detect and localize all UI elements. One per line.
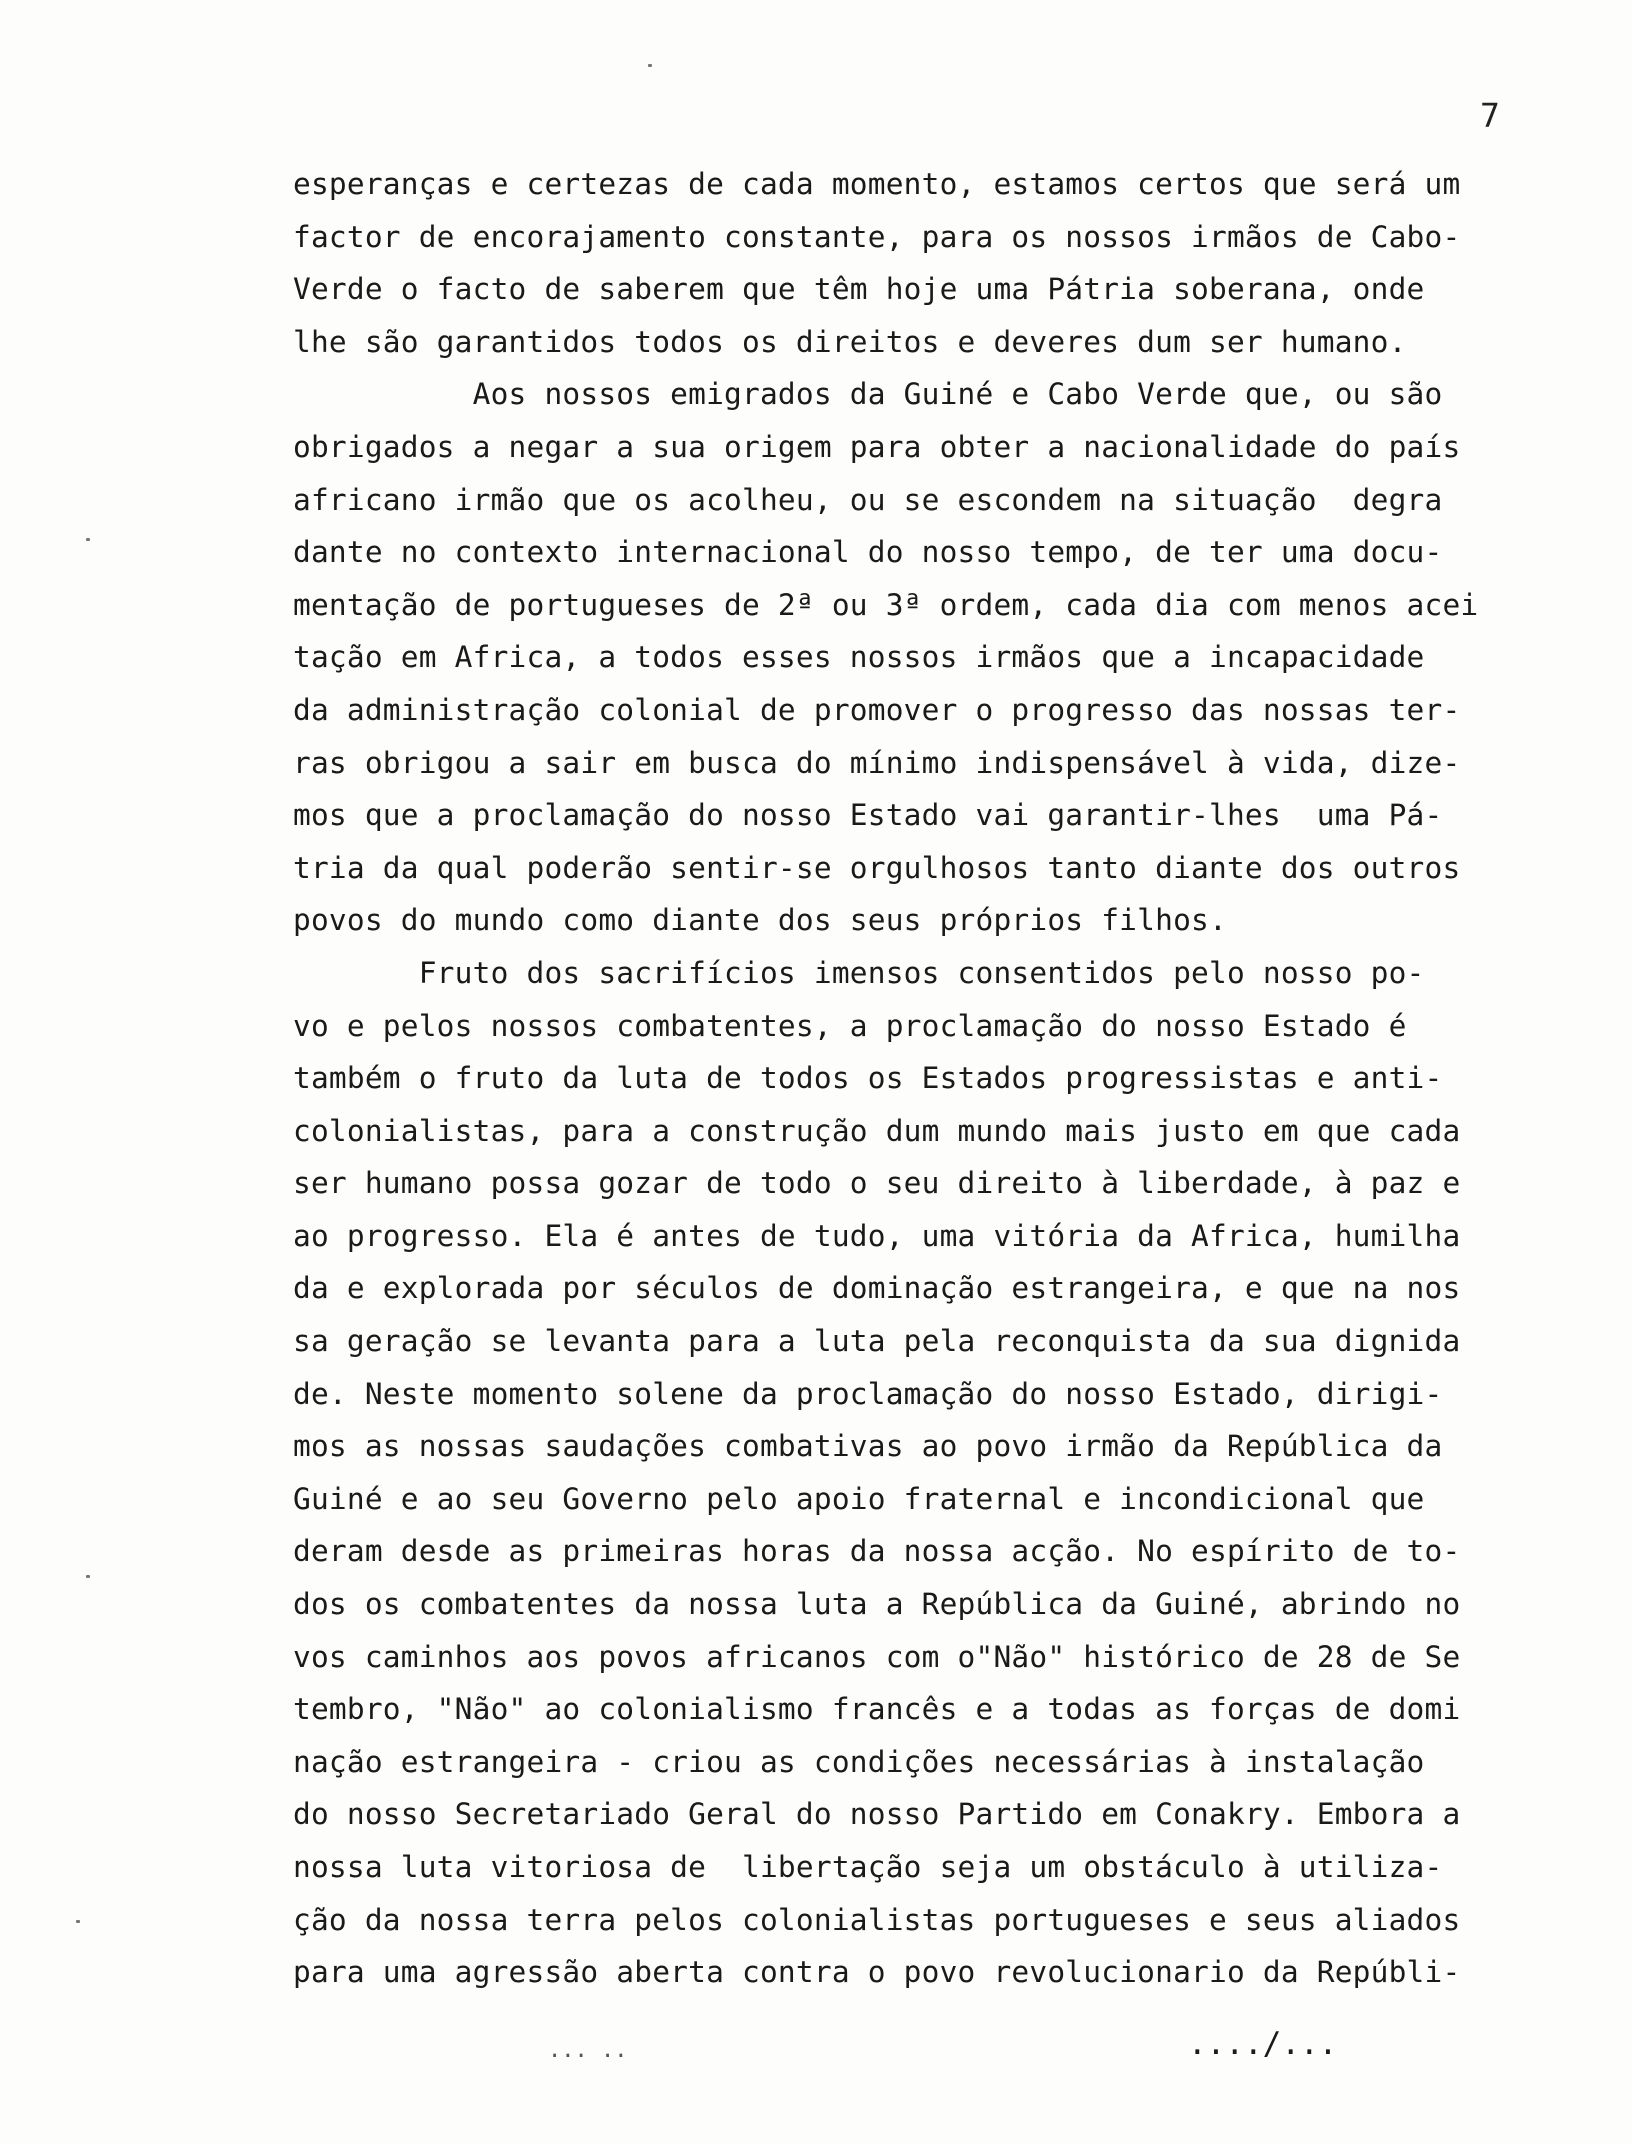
text-line: Aos nossos emigrados da Guiné e Cabo Verde que, ou são [293, 377, 1443, 412]
scan-speck [76, 1920, 80, 1923]
text-line: do nosso Secretariado Geral do nosso Partido em Conakry. Embora a [293, 1797, 1461, 1832]
text-line: ao progresso. Ela é antes de tudo, uma vitória da Africa, humilha [293, 1218, 1461, 1253]
text-line: lhe são garantidos todos os direitos e deveres dum ser humano. [293, 324, 1407, 359]
text-line: esperanças e certezas de cada momento, estamos certos que será um [293, 167, 1461, 201]
text-line: deram desde as primeiras horas da nossa acção. No espírito de to- [293, 1534, 1461, 1569]
text-line: mentação de portugueses de 2ª ou 3ª ordem, cada dia com menos acei [293, 587, 1479, 622]
text-line: ser humano possa gozar de todo o seu direito à liberdade, à paz e [293, 1166, 1461, 1201]
text-line: da e explorada por séculos de dominação estrangeira, e que na nos [293, 1271, 1461, 1306]
text-line: de. Neste momento solene da proclamação do nosso Estado, dirigi- [293, 1376, 1443, 1411]
text-line: ras obrigou a sair em busca do mínimo indispensável à vida, dize- [293, 745, 1461, 780]
text-line: Verde o facto de saberem que têm hoje uma Pátria soberana, onde [293, 272, 1425, 307]
text-line: mos que a proclamação do nosso Estado vai garantir-lhes uma Pá- [293, 798, 1443, 833]
text-line: tação em Africa, a todos esses nossos irmãos que a incapacidade [293, 640, 1425, 675]
text-line: nossa luta vitoriosa de libertação seja um obstáculo à utiliza- [293, 1850, 1443, 1884]
text-line: mos as nossas saudações combativas ao povo irmão da República da [293, 1429, 1443, 1464]
text-line: tembro, "Não" ao colonialismo francês e a todas as forças de domi [293, 1692, 1461, 1727]
text-line: Guiné e ao seu Governo pelo apoio fraternal e incondicional que [293, 1481, 1425, 1516]
text-line: factor de encorajamento constante, para os nossos irmãos de Cabo- [293, 219, 1461, 254]
text-line: vo e pelos nossos combatentes, a proclamação do nosso Estado é [293, 1008, 1407, 1043]
text-line: dos os combatentes da nossa luta a República da Guiné, abrindo no [293, 1587, 1461, 1622]
text-line: obrigados a negar a sua origem para obter a nacionalidade do país [293, 429, 1461, 464]
text-line: tria da qual poderão sentir-se orgulhosos tanto diante dos outros [293, 850, 1461, 885]
text-line: para uma agressão aberta contra o povo revolucionario da Repúbli- [293, 1955, 1461, 1990]
text-line: vos caminhos aos povos africanos com o"Não" histórico de 28 de Se [293, 1639, 1461, 1674]
scan-speck [648, 64, 652, 67]
scan-speck [86, 1575, 90, 1578]
page-number: 7 [1480, 96, 1500, 135]
continuation-marker: ..../... [1188, 2026, 1338, 2062]
body-text [293, 158, 1583, 1999]
scan-speck [86, 538, 90, 541]
text-line: da administração colonial de promover o progresso das nossas ter- [293, 692, 1461, 727]
text-line: africano irmão que os acolheu, ou se escondem na situação degra [293, 482, 1443, 517]
text-line: Fruto dos sacrifícios imensos consentidos pelo nosso po- [293, 955, 1425, 990]
text-line: nação estrangeira - criou as condições necessárias à instalação [293, 1744, 1425, 1779]
text-line: sa geração se levanta para a luta pela reconquista da sua dignida [293, 1324, 1461, 1359]
text-line: também o fruto da luta de todos os Estados progressistas e anti- [293, 1061, 1443, 1096]
text-line: colonialistas, para a construção dum mundo mais justo em que cada [293, 1113, 1461, 1148]
text-line: povos do mundo como diante dos seus próprios filhos. [293, 903, 1227, 938]
text-line: ção da nossa terra pelos colonialistas portugueses e seus aliados [293, 1902, 1461, 1937]
footer-dots: ... .. [548, 2038, 628, 2063]
text-line: dante no contexto internacional do nosso tempo, de ter uma docu- [293, 535, 1443, 570]
